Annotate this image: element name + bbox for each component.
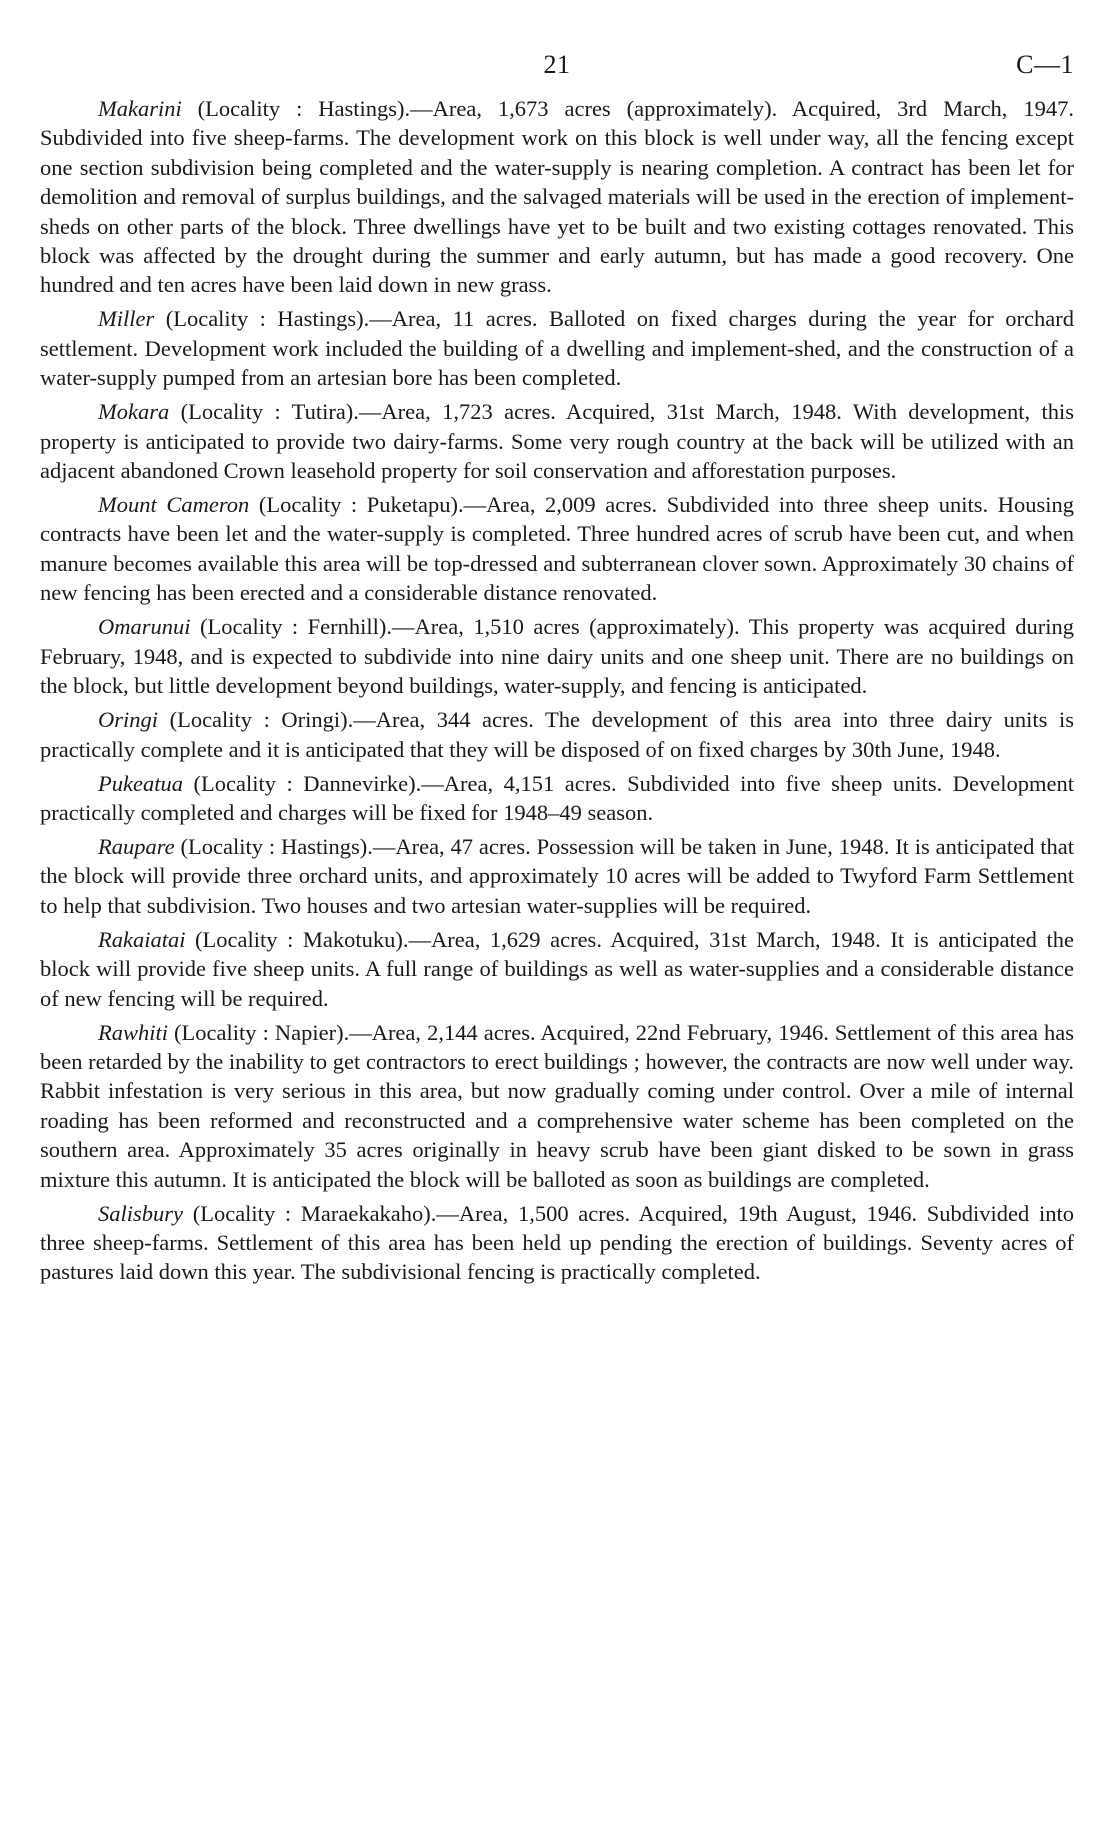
- settlement-name: Miller: [98, 306, 155, 332]
- settlement-entry-oringi: [40, 705, 1074, 764]
- settlement-entry-rakaiatai: [40, 925, 1074, 1013]
- settlement-name: Rakaiatai: [98, 926, 186, 952]
- document-body: [40, 94, 1074, 1287]
- settlement-entry-pukeatua: [40, 769, 1074, 828]
- settlement-text: (Locality : Hastings).—Area, 1,673 acres (approximately). Acquired, 3rd March, 1947. Subdivided into five sheep-farms. The development work on this block is well under way, all the fencing except one section subdivision being completed and the water-supply is nearing completion. A contract has been let for demolition and removal of surplus buildings, and the salvaged materials will be used in the erection of implement-sheds on other parts of the block. Three dwellings have yet to be built and two existing cottages renovated. This block was affected by the drought during the summer and early autumn, but has made a good recovery. One hundred and ten acres have been laid down in new grass.: [40, 96, 1074, 298]
- document-code: C—1: [1016, 50, 1074, 79]
- settlement-text: (Locality : Maraekakaho).—Area, 1,500 acres. Acquired, 19th August, 1946. Subdivided into three sheep-farms. Settlement of this area has been held up pending the erection of buildings. Seventy acres of pastures laid down this year. The subdivisional fencing is practically completed.: [40, 1200, 1074, 1285]
- settlement-name: Mount Cameron: [98, 492, 250, 518]
- settlement-entry-salisbury: [40, 1199, 1074, 1287]
- settlement-text: (Locality : Napier).—Area, 2,144 acres. Acquired, 22nd February, 1946. Settlement of this area has been retarded by the inability to get contractors to erect buildings ; however, the contracts are now well under way. Rabbit infestation is very serious in this area, but now gradually coming under control. Over a mile of internal roading has been reformed and reconstructed and a comprehensive water scheme has been completed on the southern area. Approximately 35 acres originally in heavy scrub have been giant disked to be sown in grass mixture this autumn. It is anticipated the block will be balloted as soon as buildings are completed.: [40, 1019, 1074, 1192]
- page-header: [40, 50, 1074, 90]
- settlement-text: (Locality : Hastings).—Area, 47 acres. Possession will be taken in June, 1948. It is anticipated that the block will provide three orchard units, and approximately 10 acres will be added to Twyford Farm Settlement to help that subdivision. Two houses and two artesian water-supplies will be required.: [40, 833, 1074, 918]
- settlement-text: (Locality : Dannevirke).—Area, 4,151 acres. Subdivided into five sheep units. Development practically completed and charges will be fixed for 1948–49 season.: [40, 770, 1074, 825]
- settlement-entry-raupare: [40, 832, 1074, 920]
- settlement-name: Salisbury: [98, 1200, 184, 1226]
- settlement-entry-mount-cameron: [40, 490, 1074, 608]
- settlement-name: Oringi: [98, 707, 159, 733]
- settlement-name: Omarunui: [98, 614, 191, 640]
- settlement-name: Makarini: [98, 96, 182, 121]
- settlement-name: Rawhiti: [98, 1019, 169, 1045]
- settlement-name: Mokara: [98, 399, 170, 425]
- settlement-entry-omarunui: [40, 612, 1074, 700]
- settlement-text: (Locality : Oringi).—Area, 344 acres. The development of this area into three dairy units is practically complete and it is anticipated that they will be disposed of on fixed charges by 30th June, 1948.: [40, 707, 1074, 762]
- settlement-entry-mokara: [40, 397, 1074, 485]
- settlement-text: (Locality : Tutira).—Area, 1,723 acres. Acquired, 31st March, 1948. With development, this property is anticipated to provide two dairy-farms. Some very rough country at the back will be utilized with an adjacent abandoned Crown leasehold property for soil conservation and afforestation purposes.: [40, 399, 1074, 484]
- page-number: 21: [543, 50, 571, 79]
- settlement-text: (Locality : Hastings).—Area, 11 acres. Balloted on fixed charges during the year for orchard settlement. Development work included the building of a dwelling and implement-shed, and the construction of a water-supply pumped from an artesian bore has been completed.: [40, 306, 1074, 391]
- settlement-text: (Locality : Fernhill).—Area, 1,510 acres (approximately). This property was acquired during February, 1948, and is expected to subdivide into nine dairy units and one sheep unit. There are no buildings on the block, but little development beyond buildings, water-supply, and fencing is anticipated.: [40, 614, 1074, 699]
- settlement-name: Pukeatua: [98, 770, 183, 796]
- settlement-text: (Locality : Makotuku).—Area, 1,629 acres. Acquired, 31st March, 1948. It is anticipated the block will provide five sheep units. A full range of buildings as well as water-supplies and a considerable distance of new fencing will be required.: [40, 926, 1074, 1011]
- settlement-text: (Locality : Puketapu).—Area, 2,009 acres. Subdivided into three sheep units. Housing contracts have been let and the water-supply is completed. Three hundred acres of scrub have been cut, and when manure becomes available this area will be top-dressed and subterranean clover sown. Approximately 30 chains of new fencing has been erected and a considerable distance renovated.: [40, 492, 1074, 606]
- settlement-entry-miller: [40, 304, 1074, 392]
- settlement-entry-makarini: [40, 94, 1074, 300]
- settlement-entry-rawhiti: [40, 1018, 1074, 1194]
- settlement-name: Raupare: [98, 833, 175, 859]
- document-page: [40, 50, 1074, 1291]
